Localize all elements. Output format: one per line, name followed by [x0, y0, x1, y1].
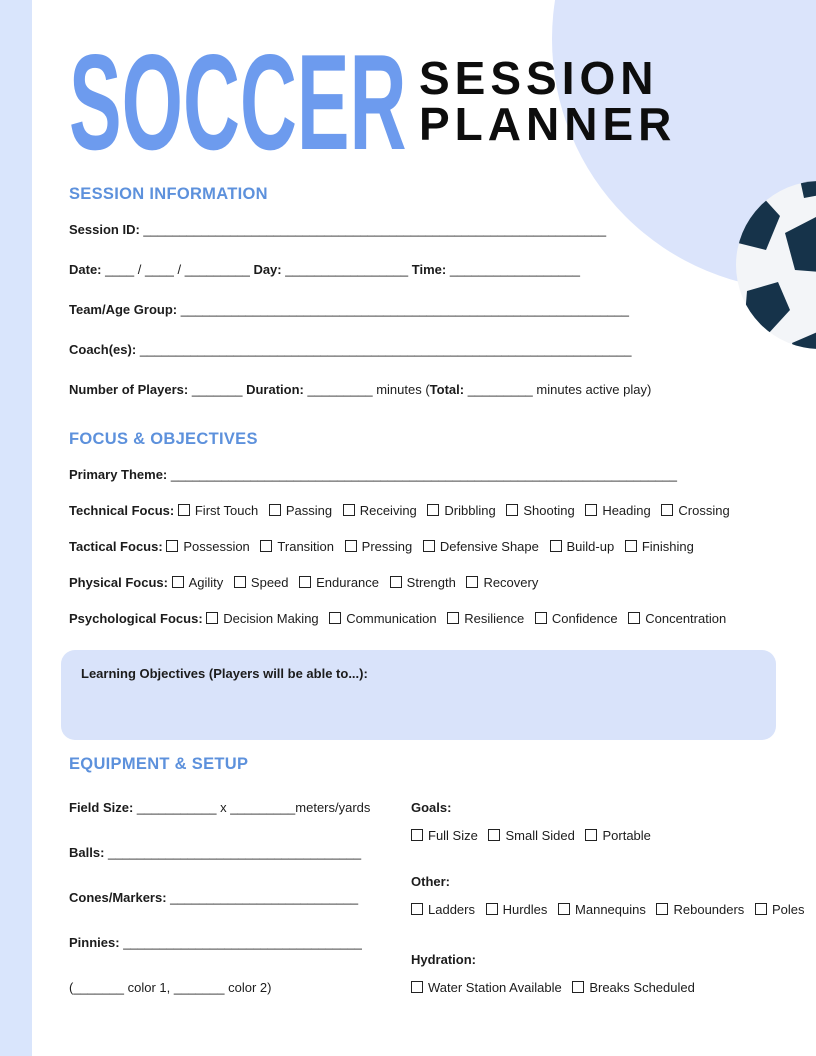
hydration-group	[411, 950, 811, 997]
checkbox-icon[interactable]	[411, 903, 423, 915]
option-label: Heading	[602, 503, 651, 518]
checkbox-option	[585, 503, 650, 518]
team-row	[69, 300, 779, 319]
team-label: Team/Age Group:	[69, 302, 178, 317]
physical-focus-label: Physical Focus:	[69, 575, 168, 590]
checkbox-icon[interactable]	[656, 903, 668, 915]
balls-row	[69, 843, 407, 862]
checkbox-option	[427, 503, 495, 518]
players-label: Number of Players:	[69, 382, 189, 397]
checkbox-option	[572, 980, 695, 995]
duration-blank[interactable]: _________	[307, 382, 373, 397]
players-blank[interactable]: _______	[191, 382, 243, 397]
checkbox-option	[506, 503, 574, 518]
goals-group	[411, 798, 811, 845]
color-1-text: color 1,	[127, 980, 171, 995]
coach-label: Coach(es):	[69, 342, 137, 357]
checkbox-icon[interactable]	[234, 576, 246, 588]
checkbox-option	[411, 980, 562, 995]
checkbox-option	[656, 902, 744, 917]
hydration-label: Hydration:	[411, 952, 476, 967]
equipment-columns	[69, 798, 805, 997]
other-equipment-group	[411, 872, 811, 919]
option-label: Shooting	[523, 503, 575, 518]
psychological-focus-label: Psychological Focus:	[69, 611, 203, 626]
psychological-focus-row	[69, 609, 779, 628]
option-label: First Touch	[194, 503, 259, 518]
hydration-options	[411, 978, 811, 997]
option-label: Small Sided	[505, 828, 575, 843]
date-label: Date:	[69, 262, 102, 277]
checkbox-option	[299, 575, 379, 590]
total-blank[interactable]: _________	[467, 382, 533, 397]
checkbox-icon[interactable]	[550, 540, 562, 552]
colors-open: (	[69, 980, 74, 995]
primary-theme-row	[69, 465, 779, 484]
option-label: Resilience	[464, 611, 525, 626]
checkbox-icon[interactable]	[345, 540, 357, 552]
option-label: Endurance	[316, 575, 380, 590]
checkbox-option	[625, 539, 694, 554]
date-row	[69, 260, 779, 279]
checkbox-option	[411, 828, 478, 843]
option-label: Dribbling	[444, 503, 496, 518]
checkbox-icon[interactable]	[390, 576, 402, 588]
checkbox-icon[interactable]	[585, 829, 597, 841]
checkbox-option	[329, 611, 436, 626]
players-duration-row	[69, 380, 779, 399]
section-heading-equipment-setup: EQUIPMENT & SETUP	[69, 755, 249, 773]
pinnie-colors-row	[69, 978, 407, 997]
date-month-blank[interactable]: ____	[105, 262, 135, 277]
checkbox-option	[486, 902, 548, 917]
minutes-open-text: minutes (	[376, 382, 430, 397]
checkbox-option	[269, 503, 332, 518]
option-label: Decision Making	[223, 611, 319, 626]
coach-row	[69, 340, 779, 359]
learning-objectives-label: Learning Objectives (Players will be able to...):	[81, 666, 368, 681]
option-label: Hurdles	[502, 902, 548, 917]
checkbox-option	[390, 575, 456, 590]
page-title	[69, 26, 779, 178]
learning-objectives-box[interactable]	[61, 650, 776, 740]
date-day-blank[interactable]: ____	[144, 262, 174, 277]
checkbox-icon[interactable]	[488, 829, 500, 841]
option-label: Defensive Shape	[439, 539, 539, 554]
checkbox-icon[interactable]	[628, 612, 640, 624]
option-label: Mannequins	[575, 902, 646, 917]
option-label: Concentration	[645, 611, 727, 626]
session-id-row	[69, 220, 779, 239]
technical-focus-label: Technical Focus:	[69, 503, 175, 518]
color-2-text: color 2)	[228, 980, 272, 995]
pinnies-label: Pinnies:	[69, 935, 120, 950]
color-1-blank[interactable]: _______	[73, 980, 124, 995]
option-label: Water Station Available	[428, 980, 562, 995]
technical-focus-row	[69, 501, 779, 520]
option-label: Receiving	[359, 503, 417, 518]
checkbox-icon[interactable]	[486, 903, 498, 915]
equipment-left-column	[69, 798, 407, 997]
checkbox-option	[260, 539, 334, 554]
checkbox-option	[178, 503, 258, 518]
checkbox-icon[interactable]	[423, 540, 435, 552]
section-heading-focus-objectives: FOCUS & OBJECTIVES	[69, 430, 258, 448]
checkbox-option	[550, 539, 615, 554]
duration-label: Duration:	[246, 382, 304, 397]
checkbox-option	[343, 503, 417, 518]
title-line-planner: PLANNER	[419, 98, 677, 150]
checkbox-option	[755, 902, 805, 917]
checkbox-option	[558, 902, 646, 917]
checkbox-option	[585, 828, 650, 843]
option-label: Ladders	[428, 902, 475, 917]
option-label: Strength	[406, 575, 456, 590]
minutes-close-text: minutes active play)	[536, 382, 652, 397]
checkbox-option	[488, 828, 574, 843]
option-label: Finishing	[641, 539, 694, 554]
checkbox-option	[628, 611, 726, 626]
primary-theme-label: Primary Theme:	[69, 467, 168, 482]
balls-label: Balls:	[69, 845, 105, 860]
pinnies-blank[interactable]: _________________________________	[123, 935, 362, 950]
tactical-focus-label: Tactical Focus:	[69, 539, 163, 554]
checkbox-icon[interactable]	[299, 576, 311, 588]
checkbox-icon[interactable]	[661, 504, 673, 516]
checkbox-icon[interactable]	[572, 981, 584, 993]
checkbox-icon[interactable]	[178, 504, 190, 516]
physical-focus-row	[69, 573, 779, 592]
checkbox-option	[234, 575, 289, 590]
checkbox-icon[interactable]	[411, 829, 423, 841]
cones-row	[69, 888, 407, 907]
checkbox-icon[interactable]	[206, 612, 218, 624]
checkbox-option	[411, 902, 475, 917]
checkbox-icon[interactable]	[506, 504, 518, 516]
team-blank[interactable]: ______________________________________________________________	[180, 302, 629, 317]
option-label: Build-up	[566, 539, 615, 554]
primary-theme-blank[interactable]: ______________________________________________________________________	[170, 467, 677, 482]
option-label: Passing	[285, 503, 333, 518]
checkbox-icon[interactable]	[585, 504, 597, 516]
option-label: Full Size	[428, 828, 478, 843]
option-label: Pressing	[361, 539, 413, 554]
checkbox-icon[interactable]	[447, 612, 459, 624]
option-label: Recovery	[483, 575, 539, 590]
other-label: Other:	[411, 874, 450, 889]
title-session-planner	[419, 52, 677, 150]
cones-blank[interactable]: __________________________	[170, 890, 359, 905]
checkbox-icon[interactable]	[558, 903, 570, 915]
option-label: Speed	[250, 575, 289, 590]
date-separator: /	[137, 262, 142, 277]
field-size-label: Field Size:	[69, 800, 134, 815]
checkbox-icon[interactable]	[427, 504, 439, 516]
option-label: Possession	[183, 539, 250, 554]
pinnies-row	[69, 933, 407, 952]
day-label: Day:	[253, 262, 282, 277]
checkbox-option	[661, 503, 729, 518]
balls-blank[interactable]: ___________________________________	[108, 845, 362, 860]
field-size-blank-2[interactable]: _________	[230, 800, 296, 815]
checkbox-option	[423, 539, 539, 554]
option-label: Communication	[346, 611, 437, 626]
day-blank[interactable]: _________________	[285, 262, 409, 277]
coach-blank[interactable]: ____________________________________________________________________	[139, 342, 632, 357]
option-label: Confidence	[551, 611, 618, 626]
checkbox-icon[interactable]	[343, 504, 355, 516]
page-content	[69, 0, 805, 997]
color-2-blank[interactable]: _______	[173, 980, 225, 995]
section-heading-session-information: SESSION INFORMATION	[69, 185, 268, 203]
cones-label: Cones/Markers:	[69, 890, 167, 905]
option-label: Crossing	[678, 503, 730, 518]
option-label: Breaks Scheduled	[589, 980, 695, 995]
title-line-session: SESSION	[419, 52, 659, 104]
field-size-x: x	[220, 800, 227, 815]
session-id-label: Session ID:	[69, 222, 140, 237]
checkbox-option	[447, 611, 524, 626]
checkbox-option	[535, 611, 618, 626]
time-blank[interactable]: __________________	[449, 262, 580, 277]
checkbox-icon[interactable]	[466, 576, 478, 588]
other-options	[411, 900, 811, 919]
checkbox-option	[166, 539, 249, 554]
tactical-focus-row	[69, 537, 779, 556]
field-size-blank-1[interactable]: ___________	[136, 800, 217, 815]
session-id-blank[interactable]: ________________________________________________________________	[143, 222, 607, 237]
checkbox-icon[interactable]	[260, 540, 272, 552]
date-year-blank[interactable]: _________	[184, 262, 250, 277]
option-label: Poles	[771, 902, 805, 917]
checkbox-option	[206, 611, 318, 626]
date-separator-2: /	[177, 262, 182, 277]
option-label: Transition	[277, 539, 335, 554]
option-label: Agility	[188, 575, 224, 590]
title-soccer: SOCCER	[69, 26, 407, 178]
checkbox-option	[172, 575, 224, 590]
checkbox-icon[interactable]	[329, 612, 341, 624]
time-label: Time:	[411, 262, 447, 277]
option-label: Portable	[602, 828, 651, 843]
checkbox-icon[interactable]	[535, 612, 547, 624]
total-label: Total:	[429, 382, 465, 397]
left-border-strip	[0, 0, 32, 1056]
checkbox-icon[interactable]	[411, 981, 423, 993]
goals-label: Goals:	[411, 800, 452, 815]
checkbox-icon[interactable]	[172, 576, 184, 588]
checkbox-option	[345, 539, 413, 554]
checkbox-icon[interactable]	[166, 540, 178, 552]
goals-options	[411, 826, 811, 845]
field-size-unit: meters/yards	[295, 800, 371, 815]
checkbox-icon[interactable]	[755, 903, 767, 915]
checkbox-icon[interactable]	[625, 540, 637, 552]
checkbox-icon[interactable]	[269, 504, 281, 516]
field-size-row	[69, 798, 407, 817]
checkbox-option	[466, 575, 538, 590]
title-soccer-wrap	[69, 26, 419, 178]
equipment-right-column	[407, 798, 811, 997]
option-label: Rebounders	[673, 902, 745, 917]
